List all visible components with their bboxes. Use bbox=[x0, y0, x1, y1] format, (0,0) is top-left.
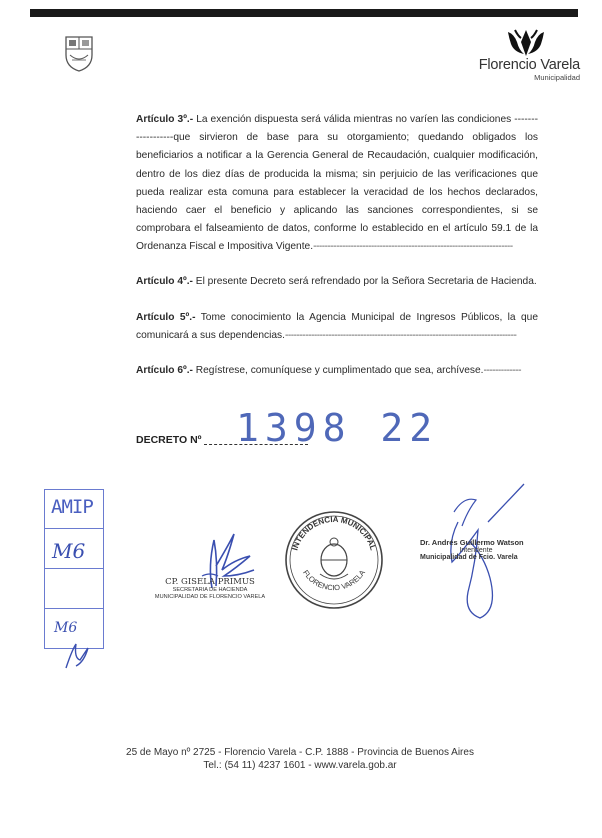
handwritten-initials-2: M6 bbox=[54, 620, 78, 636]
signer-left-role: SECRETARIA DE HACIENDA bbox=[172, 587, 248, 593]
brand-subtitle: Municipalidad bbox=[534, 73, 580, 82]
signer-left-name: CP. GISELA PRIMUS bbox=[165, 577, 255, 587]
article-3-fill: --------------------------------------------------------------------- bbox=[313, 241, 513, 253]
stamp-divider bbox=[45, 568, 103, 569]
signer-right-role: Intendente bbox=[459, 547, 493, 554]
article-6-text: Regístrese, comuníquese y cumplimentado que sea, archívese. bbox=[195, 365, 484, 376]
signature-block-right bbox=[420, 538, 532, 561]
amip-stamp-label: AMIP bbox=[51, 496, 93, 518]
article-5-text: Tome conocimiento la Agencia Municipal de Ingresos Públicos, la que comunicará a sus dependencias. bbox=[136, 312, 538, 342]
signature-block-left bbox=[150, 577, 270, 601]
article-5 bbox=[136, 309, 538, 345]
article-6-fill: ------------- bbox=[483, 365, 522, 376]
handwritten-scribble-icon bbox=[62, 640, 94, 672]
signer-right-name: Dr. Andrés Guillermo Watson bbox=[420, 538, 524, 547]
municipal-crest-icon bbox=[64, 33, 94, 73]
article-3 bbox=[136, 111, 538, 257]
footer-contact: Tel.: (54 11) 4237 1601 - www.varela.gob.ar bbox=[203, 760, 397, 771]
article-3-text: La exención dispuesta será válida mientras no varíen las condiciones ------------------que sirvieron de base para su otorgamiento; quedando obligados los beneficiarios a notificar a la Gerencia General de Recaudación, cualquier modificación, dentro de los diez días de producida la misma; sin perjuicio de las verificaciones que pueda realizar esta comuna para establecer la veracidad de los hechos declarados, haciendo caer el beneficio y aplicando las sanciones correspondientes, si se comprobara el falseamiento de datos, conforme lo establecido en el artículo 59.1 de la Ordenanza Fiscal e Impositiva Vigente. bbox=[136, 114, 538, 253]
svg-text:FLORENCIO VARELA bbox=[301, 568, 367, 592]
header-bar bbox=[30, 9, 578, 17]
seal-bottom-text: FLORENCIO VARELA bbox=[301, 568, 367, 593]
seal-top-text: INTENDENCIA MUNICIPAL bbox=[290, 514, 378, 552]
footer-address: 25 de Mayo nº 2725 - Florencio Varela - C.P. 1888 - Provincia de Buenos Aires bbox=[126, 747, 474, 758]
article-6-label: Artículo 6º.- bbox=[136, 365, 193, 376]
brand-name: Florencio Varela bbox=[478, 57, 580, 73]
stamp-divider bbox=[45, 608, 103, 609]
signer-left-org: MUNICIPALIDAD DE FLORENCIO VARELA bbox=[154, 594, 266, 600]
florencio-varela-logo-icon bbox=[504, 26, 548, 58]
article-6 bbox=[136, 362, 538, 380]
article-3-label: Artículo 3º.- bbox=[136, 114, 194, 125]
decreto-number-stamp: 1398 22 bbox=[236, 406, 439, 450]
handwritten-initials-1: M6 bbox=[52, 539, 86, 563]
footer bbox=[100, 746, 500, 772]
brand-block bbox=[470, 58, 580, 82]
stamp-divider bbox=[45, 528, 103, 529]
article-4-text: El presente Decreto será refrendado por la Señora Secretaria de Hacienda. bbox=[195, 276, 537, 287]
article-4 bbox=[136, 273, 538, 291]
signer-right-org: Municipalidad de Fcio. Varela bbox=[420, 554, 518, 561]
article-5-fill: -------------------------------------------------------------------------------- bbox=[284, 330, 517, 342]
decreto-label: DECRETO Nº bbox=[136, 434, 202, 446]
municipal-seal-icon bbox=[282, 508, 386, 612]
article-4-label: Artículo 4º.- bbox=[136, 276, 193, 287]
article-5-label: Artículo 5º.- bbox=[136, 312, 196, 323]
